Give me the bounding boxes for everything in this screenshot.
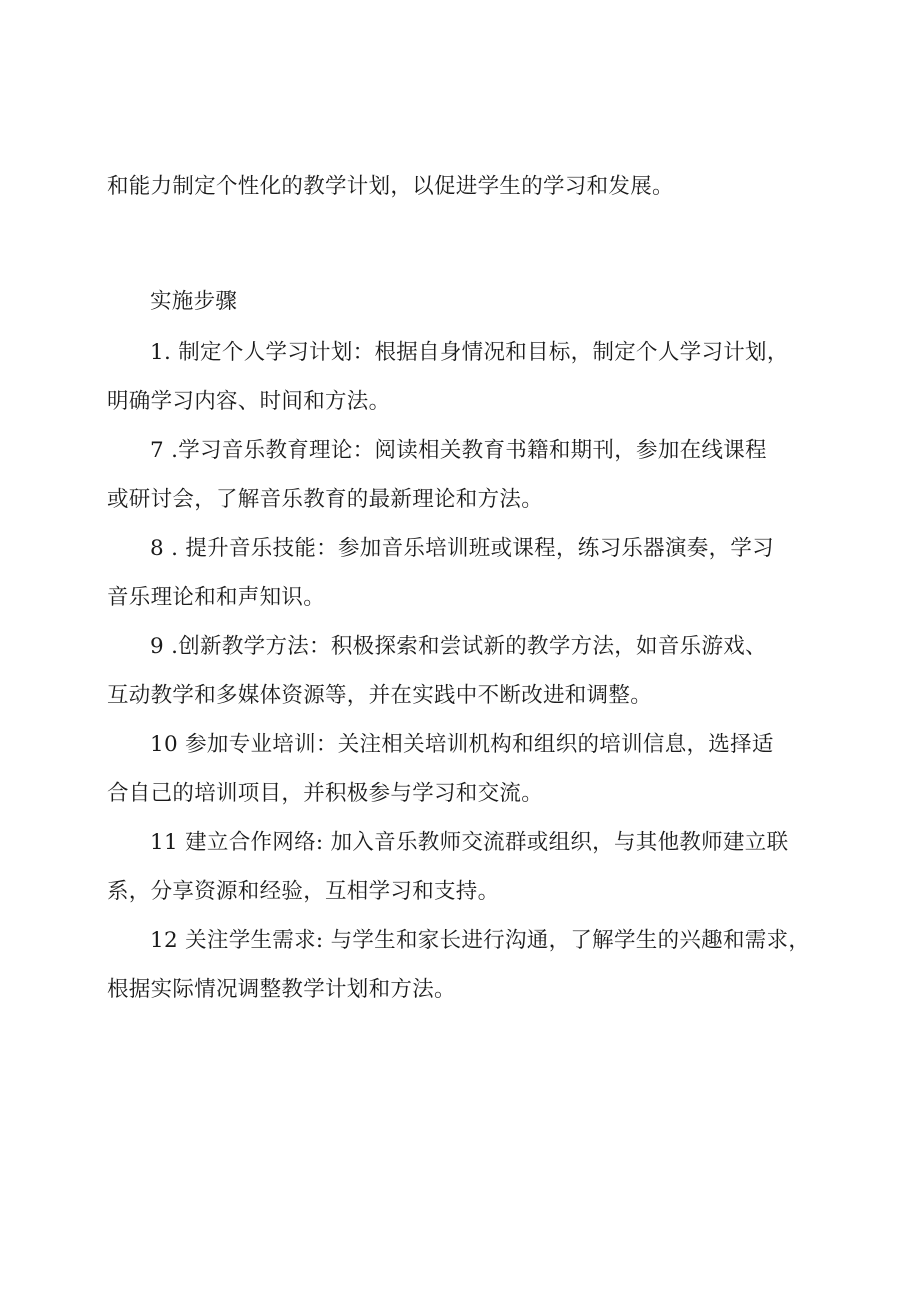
step-11-line-2: 系，分享资源和经验，互相学习和支持。 [107,879,500,904]
step-9-line-1: 9 .创新教学方法：积极探索和尝试新的教学方法，如音乐游戏、 [150,634,767,659]
step-10-line-2: 合自己的培训项目，并积极参与学习和交流。 [107,781,544,806]
step-12-line-1: 12 关注学生需求: 与学生和家长进行沟通，了解学生的兴趣和需求， [150,928,811,953]
step-9-line-2: 互动教学和多媒体资源等，并在实践中不断改进和调整。 [107,683,653,708]
step-8-line-2: 音乐理论和和声知识。 [107,585,326,610]
step-10-line-1: 10 参加专业培训：关注相关培训机构和组织的培训信息，选择适 [150,732,774,757]
step-8-line-1: 8 . 提升音乐技能：参加音乐培训班或课程，练习乐器演奏，学习 [150,536,774,561]
step-12-line-2: 根据实际情况调整教学计划和方法。 [107,977,456,1002]
step-1-line-2: 明确学习内容、时间和方法。 [107,389,391,414]
step-7-line-1: 7 .学习音乐教育理论：阅读相关教育书籍和期刊，参加在线课程 [150,438,767,463]
step-7-line-2: 或研讨会，了解音乐教育的最新理论和方法。 [107,487,544,512]
step-11-line-1: 11 建立合作网络: 加入音乐教师交流群或组织，与其他教师建立联 [150,830,789,855]
intro-paragraph-line: 和能力制定个性化的教学计划，以促进学生的学习和发展。 [107,174,674,199]
step-1-line-1: 1. 制定个人学习计划：根据自身情况和目标，制定个人学习计划， [150,340,789,365]
section-title: 实施步骤 [150,289,238,314]
